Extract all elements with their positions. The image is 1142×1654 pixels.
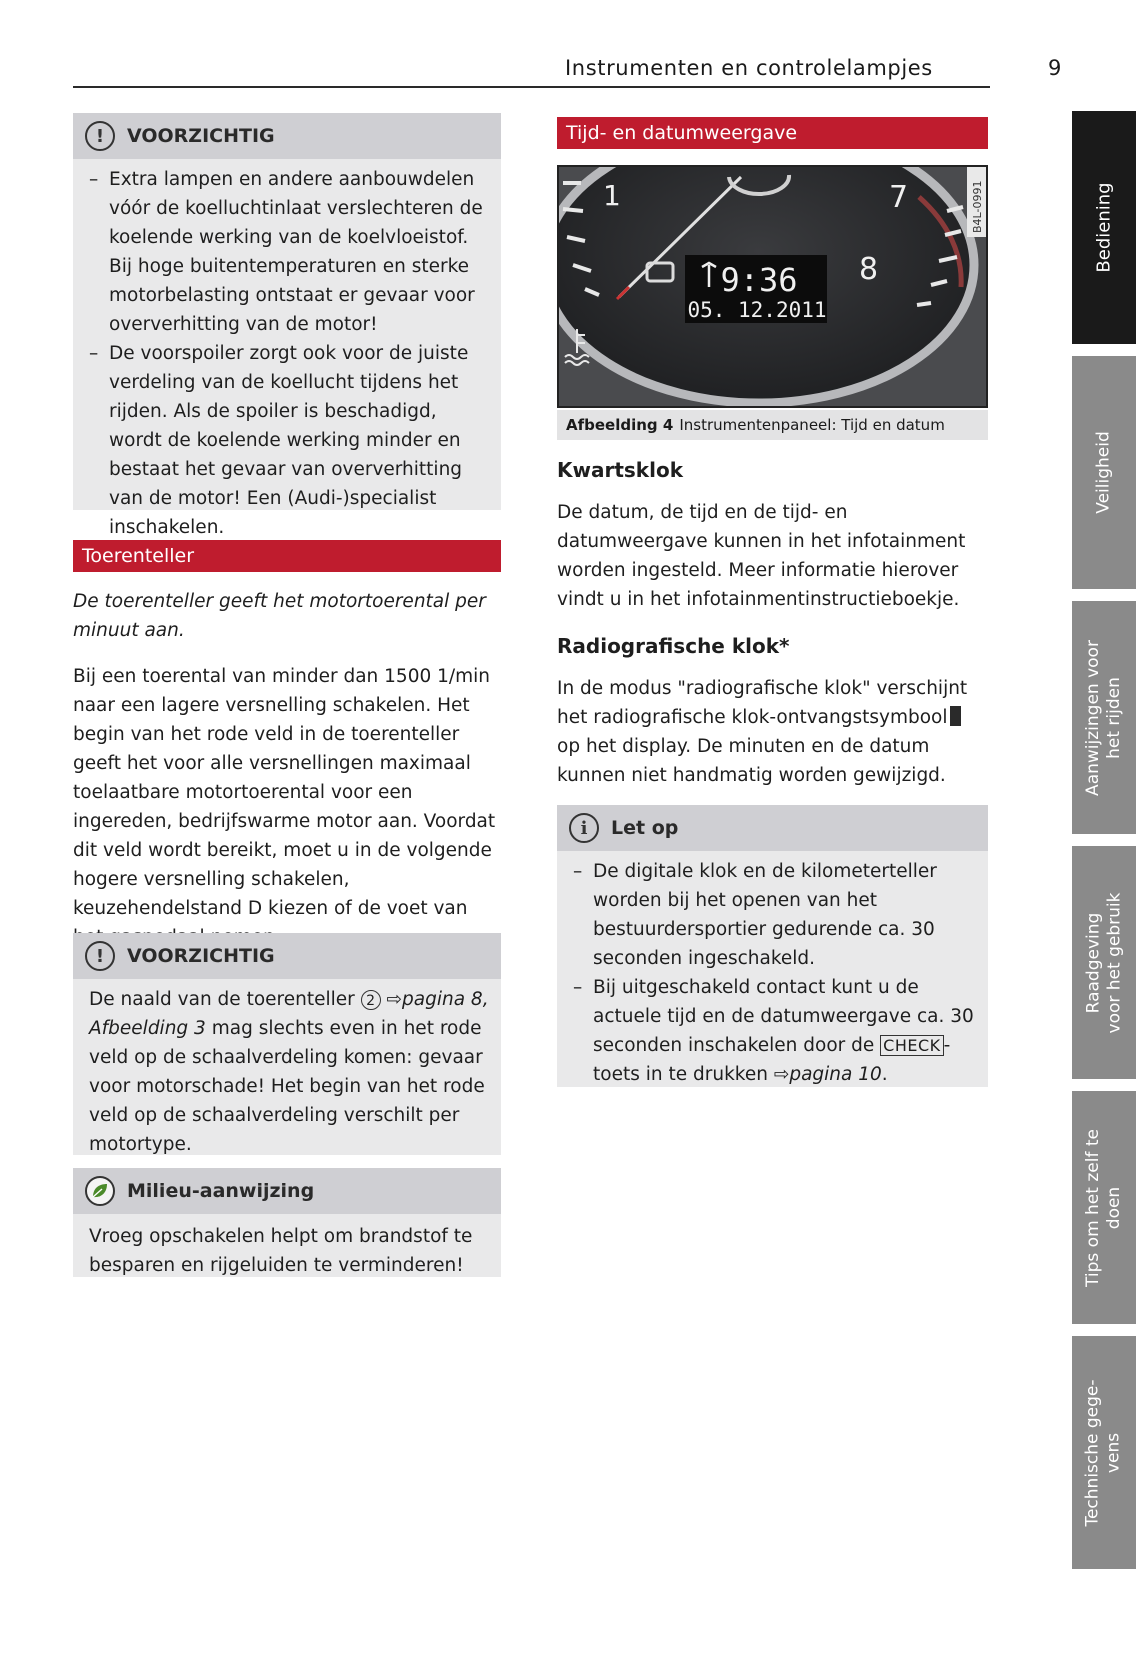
caption-text: Instrumentenpaneel: Tijd en datum [679,416,945,434]
quartz-clock-text: De datum, de tijd en de tijd- en datumweergave kunnen in het infotainment worden ingesteld. Meer informatie hierover vindt u in het infotainmentinstructieboekje. [557,502,966,610]
cross-reference-link[interactable]: pagina 8, Afbeelding 3 [89,989,489,1039]
display-date: 05. 12.2011 [687,298,827,322]
info-icon: i [569,813,599,843]
tab-label: Aanwijzingen voor het rijden [1083,639,1124,796]
subheading-quartz-clock: Kwartsklok [557,458,683,482]
tab-bediening[interactable] [1072,111,1136,344]
tab-label: Bediening [1093,182,1115,273]
scale-label-8: 8 [859,252,879,287]
header-rule [73,86,990,88]
tab-label: Veiligheid [1093,431,1114,514]
environment-note-box [73,1168,501,1277]
warning-icon: ! [85,941,115,971]
radio-clock-text: In de modus "radiografische klok" verschijnt het radiografische klok-ontvangstsymbool op het display. De minuten en de datum kunnen niet handmatig worden gewijzigd. [557,678,968,786]
scale-label-1: 1 [603,179,621,212]
cross-reference-link[interactable]: pagina 10 [789,1064,882,1085]
section-intro: De toerenteller geeft het motortoerental per minuut aan. [73,591,486,641]
note-title: Let op [611,817,679,839]
caption-label: Afbeelding 4 [566,416,674,434]
tab-label: Raadgeving voor het gebruik [1083,892,1124,1033]
gauge-illustration [559,167,986,406]
warning-box-header [73,933,501,979]
arrow-icon: ⇨ [773,1064,790,1085]
leaf-icon [85,1176,115,1206]
section-header-toerenteller [73,540,501,572]
environment-note-header [73,1168,501,1214]
tab-aanwijzingen-voor-het-rijden[interactable] [1072,601,1136,834]
page-number: 9 [1048,56,1062,80]
tab-veiligheid[interactable] [1072,356,1136,589]
warning-box-tachometer [73,933,501,1155]
environment-note-title: Milieu-aanwijzing [127,1180,315,1202]
warning-title: VOORZICHTIG [127,945,275,967]
arrow-icon: ⇨ [386,989,403,1010]
warning-box-header [73,113,501,159]
note-box-header [557,805,988,851]
callout-number: 2 [361,990,381,1010]
tab-label: Tips om het zelf te doen [1083,1128,1124,1287]
figure-code: B4L-0991 [971,180,984,233]
running-header-title: Instrumenten en controlelampjes [565,56,933,80]
section-header-time-date [557,117,988,149]
section-title: Toerenteller [82,545,195,567]
instrument-panel-figure [557,165,988,408]
radio-receive-symbol-icon [950,706,961,726]
warning-item: – De voorspoiler zorgt ook voor de juiste verdeling van de koellucht tijdens het rijden. Als de spoiler is beschadigd, wordt de koelende werking minder en bestaat het gevaar van oververhitting van de motor! Een (Audi-)specialist inschakelen. [89,339,489,542]
subheading-radio-clock: Radiografische klok* [557,634,790,658]
warning-item: – Extra lampen en andere aanbouwdelen vóór de koelluchtinlaat verslechteren de koelende werking van de koelvloeistof. Bij hoge buitentemperaturen en sterke motorbelasting ontstaat er gevaar voor oververhitting van de motor! [89,165,489,339]
tab-technische-gegevens[interactable] [1072,1336,1136,1569]
tab-label: Technische gege- vens [1083,1378,1124,1527]
section-title: Tijd- en datumweergave [566,122,798,144]
warning-text: De naald van de toerenteller 2 ⇨pagina 8, Afbeelding 3 mag slechts even in het rode veld op de schaalverdeling komen: gevaar voor motorschade! Het begin van het rode veld op de schaalverdeling verschilt per motortype. [89,989,489,1155]
note-item: – De digitale klok en de kilometerteller worden bij het openen van het bestuurdersportier gedurende ca. 30 seconden ingeschakeld. [573,857,976,973]
warning-title: VOORZICHTIG [127,125,275,147]
tab-tips-om-het-zelf-te-doen[interactable] [1072,1091,1136,1324]
environment-note-text: Vroeg opschakelen helpt om brandstof te besparen en rijgeluiden te verminderen! [89,1226,473,1276]
scale-label-7: 7 [889,180,909,215]
section-body: Bij een toerental van minder dan 1500 1/min naar een lagere versnelling schakelen. Het begin van het rode veld in de toerenteller geeft het voor alle versnellingen maximaal toelaatbare motortoerental voor een ingereden, bedrijfswarme motor aan. Voordat dit veld wordt bereikt, moet u in de volgende hogere versnelling schakelen, keuzehendelstand D kiezen of de voet van [73,666,496,919]
note-box [557,805,988,1087]
warning-icon: ! [85,121,115,151]
check-key: CHECK [880,1035,943,1056]
tab-raadgeving-voor-het-gebruik[interactable] [1072,846,1136,1079]
note-item: – Bij uitgeschakeld contact kunt u de actuele tijd en de datumweergave ca. 30 seconden inschakelen door de CHECK -toets in te drukken ⇨pagina 10. [573,973,976,1089]
warning-box-cooling [73,113,501,538]
figure-caption [557,410,988,440]
display-time: 9:36 [720,261,798,299]
